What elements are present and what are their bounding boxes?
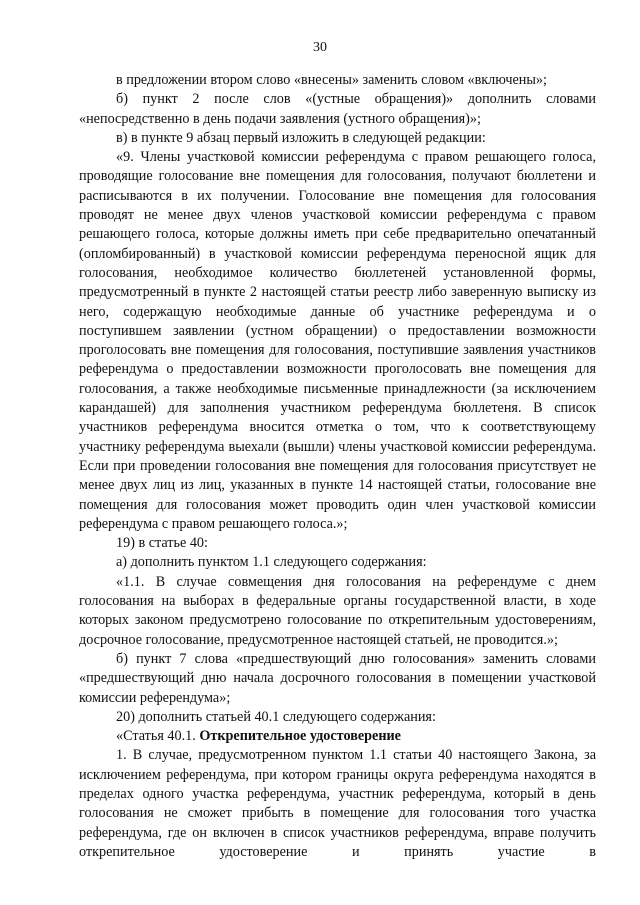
paragraph-1: в предложении втором слово «внесены» заменить словом «включены»; [116, 72, 547, 88]
paragraph-4: «9. Члены участковой комиссии референдума с правом решающего голоса, проводящие голосование вне помещения для голосования, получают бюллетени и расписываются в их получении. Голосование вне помещения для голосования проводят не менее двух членов участковой комиссии референдума с правом решающего голоса, которые должны иметь при себе предварительно опечатанный (опломбированный) в участковой комиссии референдума переносной ящик для голосования, необходимое количество бюллетеней установленной формы, предусмотренный в пункте 2 настоящей статьи реестр либо заверенную выписку из него, содержащую необходимые данные об участнике референдума и о поступившем заявлении (устном обращении) о предоставлении возможности проголосовать вне помещения для голосования, поступившие заявления участников референдума о предоставлении возможности проголосовать вне помещения для голосования, а также необходимые письменные принадлежности (за исключением карандашей) для заполнения участником референдума бюллетеня. В список участников референдума вносится отметка о том, что к соответствующему участнику референдума выехали (вышли) члены участковой комиссии референдума. Если при проведении голосования вне помещения для голосования присутствует не менее двух лиц из лиц, указанных в пункте 14 настоящей статьи, голосование вне помещения для голосования может проводить один член участковой комиссии референдума с правом решающего голоса.»; [79, 149, 596, 532]
document-body [79, 71, 596, 862]
paragraph-7: «1.1. В случае совмещения дня голосования на референдуме с днем голосования на выборах в федеральные органы государственной власти, в ходе которых законом предусмотрено голосование по открепительным удостоверениям, досрочное голосование, предусмотренное настоящей статьей, не проводится.»; [79, 573, 596, 648]
paragraph-9: 20) дополнить статьей 40.1 следующего содержания: [116, 708, 436, 725]
paragraph-10: 1. В случае, предусмотренном пунктом 1.1 статьи 40 настоящего Закона, за исключением референдума, при котором границы округа референдума находятся в пределах одного участка референдума, участник референдума, который в день голосования не сможет прибыть в помещение для голосования того участка референдума, где он включен в список участников референдума, вправе получить открепительное удостоверение и принять участие в [79, 747, 596, 860]
paragraph-5: 19) в статье 40: [116, 535, 208, 552]
article-heading [79, 727, 596, 746]
article-heading-title: Открепительное удостоверение [199, 728, 401, 745]
page-number: 30 [313, 40, 327, 55]
article-heading-prefix: «Статья 40.1. [116, 728, 200, 745]
paragraph-3: в) в пункте 9 абзац первый изложить в следующей редакции: [116, 129, 486, 146]
paragraph-2: б) пункт 2 после слов «(устные обращения)» дополнить словами «непосредственно в день подачи заявления (устного обращения)»; [79, 91, 596, 127]
paragraph-6: а) дополнить пунктом 1.1 следующего содержания: [116, 554, 427, 571]
paragraph-8: б) пункт 7 слова «предшествующий дню голосования» заменить словами «предшествующий дню начала досрочного голосования в помещении участковой комиссии референдума»; [79, 650, 596, 706]
